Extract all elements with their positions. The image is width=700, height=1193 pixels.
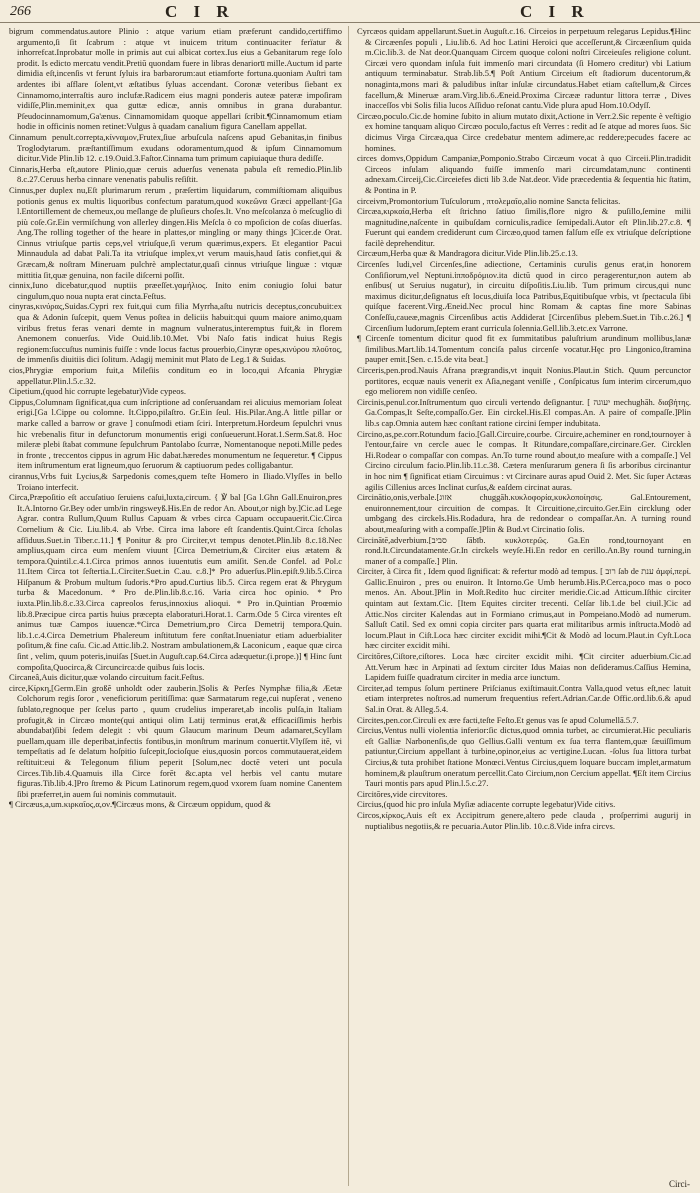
dictionary-entry: Circino,as,pe.corr.Rotundum facio.[Gall.Circuire,courbe. Circuire,acheminer en rond,tournoyer à l'entour,faire vn cercle auec le compas. It Ritundare,compaſſare,circinare.Ger. Circklen Hi.Rodear o compaſſar con compas. An.To turne round about,to meaſure with a compaſſe.] Vel Circino circulum facio.Plin.lib.11.c.38. Cætera menſurarum genera ſi ſis arboribus circinantur in hoc nim ¶ ſignificat etiam Circuimus : vt Circinare auras apud Ouid 2. Met. Sic ſuper Actæas agilis Cillenius arces Inclinat curſus,& eaſdem circinat auras. (357, 428, 691, 492)
catchword: Circi- (669, 1179, 690, 1189)
dictionary-entry: Cinnaris,Herba eſt,autore Plinio,quæ ceruis aduerſus venenata pabula eſt remedio.Plin.lib 8.c.27.Ceruus herba cinnare venenatis pabulis reſiſtit. (9, 163, 342, 185)
dictionary-entry: Circius,(quod hic pro inſula Myſiæ adiacente corrupte legebatur)Vide citivs. (357, 799, 616, 810)
running-head-left: C I R (165, 2, 235, 21)
dictionary-entry: Circæo,poculo.Cic.de homine ſubito in alium mutato dixit,Actione in Verr.2.Sic repente è veſtigio ex homine tanquam aliquo Circæo poculo,factus eſt Verres : redit ad ſe atque ad mores ſuos. Sic dicimus Virga Circæa,qua Circe credebatur mentem adimere,ac reddere;pecudes facere ac homines. (357, 110, 691, 153)
dictionary-entry: Cinnamum penult.correpta,κίνναμον,Frutex,ſiue arbuſcula naſcens apud Gebanitas,in finibus Troglodytarum. præſtantiſſimum exudans odoramentum,quod & ipſum Cinnamomum dicitur.Vide Plin.lib 12. c.19.Ouid.3.Faſtor.Cinnama tum primum capiuiaque thura dediſſe. (9, 131, 342, 164)
left-column (9, 26, 342, 1186)
dictionary-entry: Circius,Ventus nulli violentia inferior:ſic dictus,quod omnia turbet, ac circumierat.Hic peculiaris eſt Galliæ Narbonenſis,de quo Gellius.Galli ventum ex ſua terra flantem,quæ ſæuiſſimum patiuntur,Circium appellant à turbine,opinor,eius ac vertigine.Lucan. -ſolus ſua littora turbat Circius,& tuta prohibet ſtatione Monœci.Ventus Circius,quem loquare buccam implet,armatum hominem,& plauſtrum oneratum percellit.Cato Circium,non Cercium appellat. ¶Eſt item Circius Tauri montis pars apud Plin.l.5.c.27. (357, 725, 691, 789)
running-head-right: C I R (520, 2, 590, 21)
page-header (0, 0, 700, 23)
dictionary-entry: Circos,κίρκος,Auis eſt ex Accipitrum genere,altero pede clauda , proſperrimi augurij in nuptialibus negotiis,& re pecuaria.Autor Plin.lib. 10.c.8.Vide infra circvs. (357, 809, 691, 831)
page-number: 266 (10, 4, 31, 19)
dictionary-entry: Circitōres,Ciſtore,ciſtores. Loca hæc circiter excidit mihi. ¶Cit circiter aduerbium.Cic.ad Att.Verum hæc in Arpinati ad ſextum circiter Idus Maias non deſideramus.Caſſius Hemina, Lapidem fuiſſe quadratum circiter in media arce iunctum. (357, 651, 691, 683)
dictionary-entry: cirannus,Vrbs fuit Lycius,& Sarpedonis comes,quem teſte Homero in Iliado.Vlyſſes in bello Troiano interfecit. (9, 470, 342, 492)
dictionary-entry: Circites,pen.cor.Circuli ex ære facti,teſte Feſto.Et genus vas ſe apud Columellā.5.7. (357, 714, 639, 725)
dictionary-entry: cios,Phrygiæ emporium fuit,a Mileſiis conditum eo in loco,qui Afcania Phrygiæ appellatur.Plin.l.5.c.32. (9, 365, 342, 386)
dictionary-entry: circeivm,Promontorium Tuſculorum , πτολεμαῖο,alio nomine Sancta felicitas. (357, 195, 621, 206)
dictionary-entry: Cinnus,per duplex nu,Eſt plurimarum rerum , præſertim liquidarum, commiſtiomam aliquibus potionis genus ex multis liquoribus confectum paratum,quod κυκεῶνα Græci appellant·[Ga l.Entortillement de chemeux,ou meſlange de pluſieurs choſes.It. Vno meſcolanza ò meſcuglio di più coſe.Gr.Ein vermiſchung von allerley dingen.His Meſcla ò co mpoſicion de coſas diuerſas. Ang.The rolling together of the heare in plattes,or mingling or maŋy things ]Cicer.de Orat. Cinnus vtriuſque partis ceps,vel vtriuſque,ſi verum quærimus,expers. Et elegantior Pacui Minnaudula ad dabat Pali.Ta ita vtriuſque implex,vt verum mauis,haud ſatis confiet,qui & Græcam,& noſtram Mineruam pulchrè amplectatur,quaſi cinnus vtriuſque linguæ : vtquæ mittitia ſit,quæ genuina, non facile diſcerni poſſit. (9, 184, 342, 280)
dictionary-entry: ¶ Circæus,a,um.κιρκαῖος,α,ον.¶Circæus mons, & Circæum oppidum, quod & (9, 799, 271, 810)
dictionary-entry: cinyras,κινύρας,Suidas.Cypri rex fuit,qui cum filia Myrrha,aſtu nutricis deceptus,concubuit:ex qua & Adonin ſuſcepit, quem Venus poſtea in deliciis habuit:qui quum maiore animo,quam viribus fretus feras venari demte in magnum vulneratus,interemptus fuit,& in florem Anemonem conuerſus. Vide Ouid.lib.10.Met. Vbi Naſo fatis indicat huius Regis regionem:ſuccuſtus numinis fuiſſe : vnde locus factus prouerbio,Cinyræ opes,κινύρου πλοῦτος, de immenſis diuitiis dici ſolitum. Adagij meminit mut Plato de Leg.1 & Suidas. (9, 301, 342, 365)
dictionary-entry: Circeris,pen.prod.Nauis Afrana prægrandis,vt inquit Nonius.Plaut.in Stich. Quum percunctor portitores, ecquæ nauis venerit ex Aſia,negant veniſſe , Conſpicatus ſum interim circerum,quo ego meliorem non vidiſſe cenſeo. (357, 365, 691, 397)
dictionary-entry: cinnix,Iuno dicebatur,quod nuptiis præeſſet.γαμήλιος. Inito enim coniugio ſolui batur cingulum,quo noua nupta erat cincta.Feſtus. (9, 280, 342, 301)
dictionary-entry: Circinātio,onis,verbale.[אזוג chuggāh.κυκλοφορία,κυκλοποίησις. Gal.Entourement, enuironnement,tour circuition de compas. It Circuitione,circuito.Ger.Ein circklung oder umbgang des circkels.His.Rodadura, hra de redondear o compaſſar.An. A turning round about,meaſuring with a compaſſe.]Plin & Bud.vt Circinatio ſolis. (357, 492, 691, 534)
dictionary-entry: Circitōres,vide circvitores. (357, 788, 448, 799)
dictionary-entry: Cyrcæos quidam appellarunt.Suet.in Auguſt.c.16. Circeios in perpetuum relegarus Lepidus.¶Hinc & Circæenſes populi , Liu.lib.6. Ad hoc Latini Heroici que acceſſerunt,& Circæenſium quida m.Cic.lib.3. de Nat deor.Quanquam Circem quoque coloni noſtri Circeieuſes religione colunt. Circæi vero quondam inſula fuit immenſo mari circundata (ſi Homero creditur) vbi Latium antiquum terminabatur. Strab.lib.5.¶ Poſt Antium Circeium eſt ſtadiorum ducentorum,& nonaginta,mons mari & paludibus inſtar inſulæ circundatus.Habet etiam caſtellum,& Circes facellum,& Mineruæ aram.Virg.lib.6.Æneid.Proxima Circææ raduntur littora terræ , Dives inacceſſos vbi Solis filia lucos Aſſiduo reſonat cantu.Vide plura apud Hom.10.Odyſſ. (357, 26, 691, 111)
dictionary-entry: Circenſes ludi,vel Circenſes,ſine adiectione, Certaminis curulis genus erat,in honorem Conſiſiorum,vel Neptuni.ἱπποδρόμιον.ita dictū quod in circo peragerentur,non autem ab enſibus( ut Seruius nugatur), in circuitu diſpoſitis.Liu.lib. Tum primum circus,qui nunc maximus dicitur,deſignatus eſt locus,diuiſa loca Patribus,Equitibuſque vrbis, vt ſpectacula ſibi quiſque facerent.Virg.Æneid.Nec procul hinc Romam & captas fine more Sabinas Conſeſſu,caueæ,magnis Circenſibus actis Addiderat [Circenſibus plebem.Suet.in Tib.c.26.] ¶ Circenſium ludorum,ſeptem erant curricula ſolennia.Gell.lib.3.etc.ex Varrone. (357, 259, 691, 333)
dictionary-entry: circes domvs,Oppidum Campaniæ,Pomponio.Strabo Circæum vocat à quo Circeii.Plin.tradidit Circeos inſulam aliquando fuiſſe immenſo mari circumdatam,nunc continenti adnexam.Circeij,Cic.Circeiefes dicti lib 3.de Nat.deor. Vide præcedentia & ſequentia hic ſtatim, & Pontina in P. (357, 153, 691, 195)
dictionary-entry: circe,Κίρκη,[Germ.Ein großẽ unholdt oder zauberin.]Solis & Perſes Nymphæ filia,& Æetæ Colchorum regis ſoror , veneficiorum peritiſſima: quæ Sarmatarum rege,cui nupſerat , veneno ſublato,regnoque per ſcelus parto , quum crudelius imperaret,ab incolis pulſa,in Italiam profugit,& in Circæo monte(qui antiqui olim Latij terminus erat,& efficaciſſimis herbis abundabat)ſibi ſedem delegit : vbi quum Glaucum marinum Deum adamaret,Scyllam puellam,quam ille deperibat,infectis fontibus,in monſtrum marinum conuertit.Vlyſſem itē, vi tempeſtatis ad ſe delatum hoſpitio ſuſcepit,ſocioſque eius,quosin porcos commutauerat,eidem reſtituit:eui & Telegonum filium peperit [Solum,nec doctē veteri unt pocula Circes.Tib.lib.4.Quamuis illa Circe forēt &c.apta vel herbis vel cantu mutare figuras.Tib.lib.4.]Pro ſtremo & Picum Latinorum regem,quod vxorem ſuam nomine Canentem ſibi præferret,in auem ſui nominis commutauit. (9, 682, 342, 799)
dictionary-entry: Cipetium,(quod hic corrupte legebatur)Vide cypeos. (9, 386, 186, 397)
dictionary-entry: Circinis,penul.cor.Inſtrumentum quo circuli vertendo deſignantur. [ יעוגה mechughāh. διαβήτης. Ga.Compas,It Seſte,compaſſo.Ger. Ein circkel.His.El compas.An. A paire of compaſſe.]Plin lib.s cap.Omnia autem hæc conſtant ratione circini ſemper indubitata. (357, 396, 691, 428)
dictionary-entry: ¶ Circenſe tomentum dicitur quod fit ex ſummitatibus paluſtrium arundinum mollibus,lanæ ſimilibus.Mart.lib.14.Tomentum conciſa palus circenſe vocatur.Hęc pro Lingonico,ſtramina pauper emit.[Sen. c.15.de vita beat.] (357, 333, 691, 365)
dictionary-entry: Circinātē,adverbium.[סביב ſābīb. κυκλοτερῶς. Ga.En rond,tournoyant en rond.It.Circundatamente.Gr.In circkels weyſe.Hi.En redor en cerillo.An.By round turning,in maner of a compaſſe.] Plin. (357, 534, 691, 566)
dictionary-entry: Circaneâ,Auis dicitur,quæ volando circuitum facit.Feſtus. (9, 672, 205, 683)
dictionary-entry: Circiter, à Circa fit , Idem quod ſignificat: & refertur modò ad tempus. [ רוב ſab de ענת ἀμφί,περί. Gallic.Enuiron , pres ou enuiron. It Intorno.Ge Umb herumb.His.P.Cerca,poco mas o poco menos. An. About.]Plin in Moſt.Redito huc circiter meridie.Cic.ad Atticum.Iſthic circiter quintam aut ſextam.Cic. [Item Equites circiter trecenti. Celſar lib.1.de bel ciuil.]Cic ad Attic.Nos circiter Kalendas aut in Formiano crimus,aut in Pompeiano.Modò ad numerum. Salluſt Catil. Sed ex omni copia circiter pars quarta erat militaribus armis inſtructa.Modò ad locum.Plaut in Ciſt.Loca hæc circiter excidit mihi.¶Cit & Modò ad locum.Plaut.in Cyſt.Loca hæc circiter excidit mihi. (357, 566, 691, 651)
dictionary-entry: Circæa,κιρκαία,Herba eſt ſtrichno ſatiuo ſimilis,flore nigro & puſillo,ſemine milii magnitudine,naſcente in quibuſdam corniculis,radice ſemipedali.Autor eſt Plin.lib.27.c.8. ¶ Fuerunt qui eandem crediderunt cum Circæo,quod tamen falſum eſſe ex vtriuſque deſcriptione facilè deprehenditur. (357, 206, 691, 248)
right-column (357, 26, 691, 1186)
column-divider (348, 26, 349, 1186)
dictionary-entry: Circæum,Herba quæ & Mandragora dicitur.Vide Plin.lib.25.c.13. (357, 248, 578, 259)
dictionary-entry: Circa,Præpoſitio eſt accuſatiuo ſeruiens caſui,luxta,circum. { ℣ bal [Ga l.Ghn Gall.Enuiron,pres It.A.Intorno Gr.Bey oder umb/in ringsweyß.His.En de redor An. About,or nigh by.]Cic.ad Lege Agrar. contra Rullum,Quum Rullus Capuam & vrbes circa Capuam occupauerit.Cic.Circa Cornelium & Cic. Liu.lib.4. ab Vrbe. Circa ima labore eſt ſcandentis.Quint.Circa ſcholas afſiduus.Suet.in Tiber.c.11.] ¶ Ponitur & pro Circiter,vt tempus denotet.Plin.lib 8.c.18.Nec amplius,quam circa eum menſem viuunt [Circa Demetrium,& Circiter eius ætatem & tempora.Quintil.c.4.1.Circa primos annos iuuentutis eum amiſit. Sen.de Confel. ad Pol.c 11.Item Circa tot ſeſtertia.L.Circiter.Suet.in C.au. c.8.]* Pro aduerſus.Plin.epiſt.9.lib.5.Circa Hiſpanum & Probum multum ſudoris.*Pro apud.Curtius lib.5. Circa regem erat & Phrygum turba & Macedonum. * Pro de.Plin.lib.8.c.16. Varia circa hoc opinio. * Pro iuxta.Plin.lib.8.c.33.Circa capreolos ferus,innoxius alioqui. * Pro in.Quintian Proœmio lib.8.Præcipue circa partis huius præcepta elaboraturi.Horat.1. Carm.Ode 5 Circa virentes eſt animus tuæ Campos iuuencæ.*Circa Demetrium,pro Circa Demetrij tempora.Quin. lib.1.c.4.Circa Demetrium Phalereum inſtitutum fere conſtat.Inueniatur etiam aduerbialiter poſitum,& fine caſu. Cic.ad Attic.lib.2. Nostram ambulationem,& Laconicum , eaque quæ circa ſint , velim, quum poteris,inuiſas [Suet.in Auguſt.cap.64.Circa adæquetur.(i.prope.)] ¶ Hinc ſunt compoſita,Quocirca,& Circuncirca:de quibus ſuis locis. (9, 492, 342, 672)
dictionary-entry: Circiter,ad tempus ſolum pertinere Priſcianus exiſtimauit.Contra Valla,quod vetus eſt,nec latuit etiam interpretes noſtros.ad numerum frequentius refert.Adrian.Car.de Offic.ord.lib.6.& apud Sal.in Orat. & Alleg.5.4. (357, 682, 691, 714)
dictionary-entry: Cippus,Columnam ſignificat,qua cum inſcriptione ad conſeruandam rei alicuius memoriam ſoleat erigi.[Ga l.Cippe ou colomne. It.Cippo,pilaſtro. Gr.Ein ſeul. His.Pilar.Ang.A little pillar or marke called a barrow or grave ] conuſmodi etiam ſciri. Interpretum.Hordeum ſepulchri vnus hic vrebenalis fitur in defunctorum monumentis erigi conſueuerunt.Horat.1.Serm.Sat.8. Hoc mileræ plebi ſtabat commune ſepulchrum Pantolabo ſcurræ, Nomentanoque nepoti.Mille pedes in fronte , treccentos cippus in agrum Hic dabat.hæredes monumentum ne ſequeretur. ¶ Cippus item inſtrumentum erat ligneum,quo ſeruorum & captiuorum pedes colligabantur. (9, 396, 342, 471)
dictionary-entry: bigrum commendatus.autore Plinio : atque varium etiam præferunt candido,certiffimo argumento,ſi ſit ſcabrum : atque vt inuicem tritum continuaciter ferïatur & inhorrefcat.Inprobatur molle in primis aut cui albicat cortex.Ius eius a Gebanitarum rege ſolo prodit. Is edicto mercatu vendit.Pretiū quondam fuere in libras denarioru̅ mille.Auctum id parte dimidia eſt,incenſis vt ferunt ſyluis ira barbarorum:aut etiamforte fortuna.quoniam Auſtri tam ardentes ibi aſflare ſolent,vt æſtatibus ſyluas accendant. Coronæ veteribus ſiebant ex Cinnamomo,interraſtis auro inclufæ.Radicem eius magni ponderis auteæ pateræ impoſiram vidiſſe,Plin.meminit,ex qua guttæ edicæ, annis omnibus in grana durabantur. Pſeudocinnamomum,Ga'ænus. Cinnamomidam quoque appellari ſcribit.¶Cinnamomum etiam hodie in officinis nomen retinet:Vulgus à quadam canalium figura Canellam appellat. (9, 26, 342, 132)
